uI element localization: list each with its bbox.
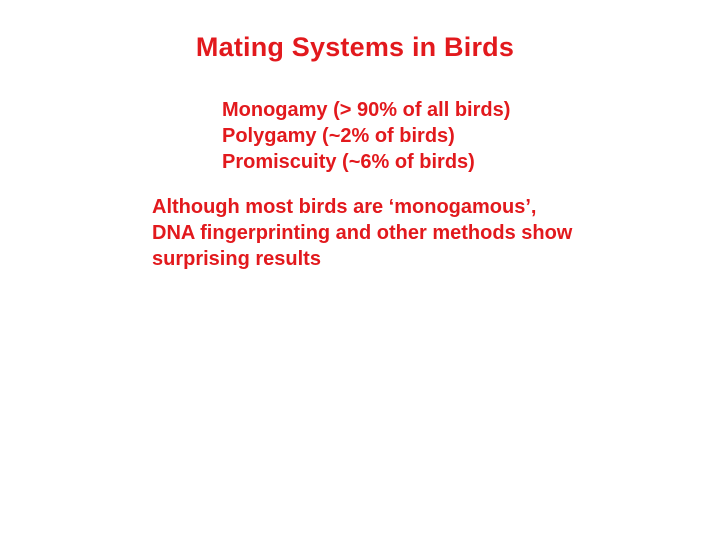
list-item-polygamy: Polygamy (~2% of birds) <box>222 125 455 147</box>
paragraph-line-3: surprising results <box>152 248 321 270</box>
slide-title: Mating Systems in Birds <box>195 32 515 62</box>
list-item-promiscuity: Promiscuity (~6% of birds) <box>222 151 475 173</box>
paragraph-line-2: DNA fingerprinting and other methods show <box>152 222 573 244</box>
mating-systems-list <box>222 97 510 175</box>
list-item-monogamy: Monogamy (> 90% of all birds) <box>222 99 511 121</box>
paragraph-line-1: Although most birds are ‘monogamous’, <box>152 196 537 218</box>
body-paragraph <box>152 194 572 272</box>
